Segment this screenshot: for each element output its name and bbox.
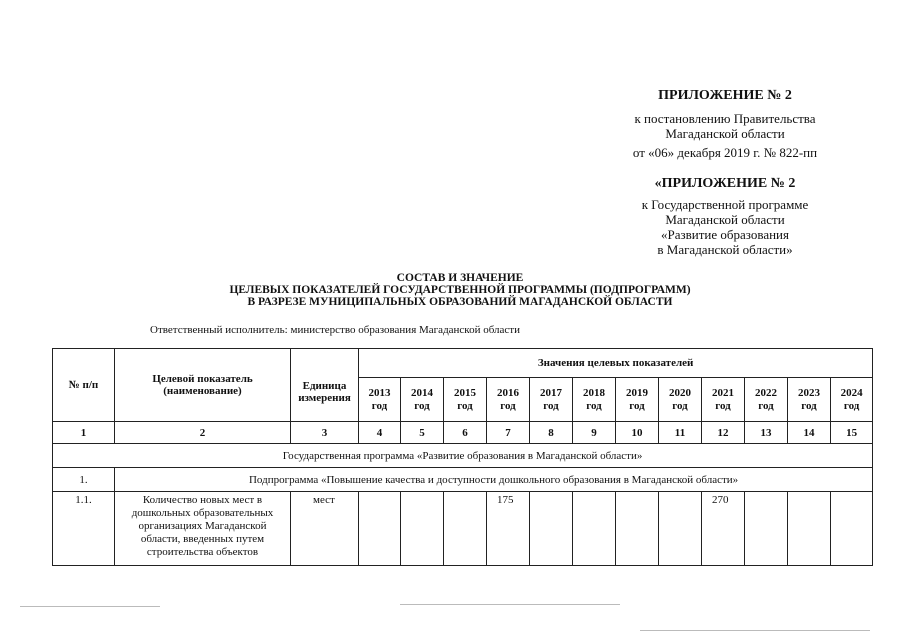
heading-line: ЦЕЛЕВЫХ ПОКАЗАТЕЛЕЙ ГОСУДАРСТВЕННОЙ ПРОГРАММЫ (ПОДПРОГРАММ) [229,284,691,296]
year-header: 2014 год [401,378,444,422]
column-number: 12 [702,422,745,444]
column-number: 7 [487,422,530,444]
year-header: 2018 год [573,378,616,422]
row-value-2020 [659,492,702,566]
row-value-2019 [616,492,659,566]
header-unit: Единица измерения [291,349,359,422]
column-number: 5 [401,422,444,444]
column-number: 3 [291,422,359,444]
column-number: 15 [831,422,873,444]
document-heading [150,272,770,308]
year-header: 2015 год [444,378,487,422]
row-value-2018 [573,492,616,566]
year-header: 2016 год [487,378,530,422]
column-number: 9 [573,422,616,444]
year-header: 2019 год [616,378,659,422]
subprogram-num: 1. [53,468,115,492]
indicators-table [52,348,873,566]
row-value-2013 [359,492,401,566]
column-number: 13 [745,422,788,444]
column-number: 11 [659,422,702,444]
appendix-line: к постановлению Правительства [634,111,816,126]
row-value-2021: 270 [702,492,745,566]
column-number: 1 [53,422,115,444]
year-header: 2013 год [359,378,401,422]
scan-noise [640,630,870,631]
row-value-2014 [401,492,444,566]
year-header: 2017 год [530,378,573,422]
row-value-2015 [444,492,487,566]
appendix-program-line: Магаданской области [665,212,785,227]
header-indicator: Целевой показатель (наименование) [115,349,291,422]
row-unit: мест [291,492,359,566]
scan-noise [400,604,620,605]
row-value-2017 [530,492,573,566]
row-value-2023 [788,492,831,566]
column-number: 2 [115,422,291,444]
program-row: Государственная программа «Развитие образования в Магаданской области» [53,444,873,468]
appendix-program-line: «Развитие образования [661,227,789,242]
column-number: 10 [616,422,659,444]
year-header: 2021 год [702,378,745,422]
row-value-2022 [745,492,788,566]
header-values: Значения целевых показателей [359,349,873,378]
column-number: 8 [530,422,573,444]
column-number: 14 [788,422,831,444]
row-num: 1.1. [53,492,115,566]
appendix-line: Магаданской области [665,126,785,141]
appendix-block [600,88,850,160]
column-number: 6 [444,422,487,444]
year-header: 2020 год [659,378,702,422]
row-indicator: Количество новых мест в дошкольных образовательных организациях Магаданской области, введенных путем строительства объектов [115,492,291,566]
appendix-title: ПРИЛОЖЕНИЕ № 2 [658,88,792,103]
row-value-2016: 175 [487,492,530,566]
subprogram-row: Подпрограмма «Повышение качества и доступности дошкольного образования в Магаданской области» [115,468,873,492]
appendix-program-line: в Магаданской области» [657,242,793,257]
appendix-program-line: к Государственной программе [641,197,809,212]
heading-line: В РАЗРЕЗЕ МУНИЦИПАЛЬНЫХ ОБРАЗОВАНИЙ МАГАДАНСКОЙ ОБЛАСТИ [247,296,673,308]
scan-noise [20,606,160,607]
row-value-2024 [831,492,873,566]
heading-line: СОСТАВ И ЗНАЧЕНИЕ [396,272,524,284]
responsible-executor: Ответственный исполнитель: министерство образования Магаданской области [150,324,521,336]
year-header: 2023 год [788,378,831,422]
year-header: 2022 год [745,378,788,422]
appendix-program-title: «ПРИЛОЖЕНИЕ № 2 [654,176,796,191]
appendix-program-block [600,176,850,257]
year-header: 2024 год [831,378,873,422]
appendix-date-line: от «06» декабря 2019 г. № 822-пп [632,145,818,160]
header-num: № п/п [53,349,115,422]
column-number: 4 [359,422,401,444]
